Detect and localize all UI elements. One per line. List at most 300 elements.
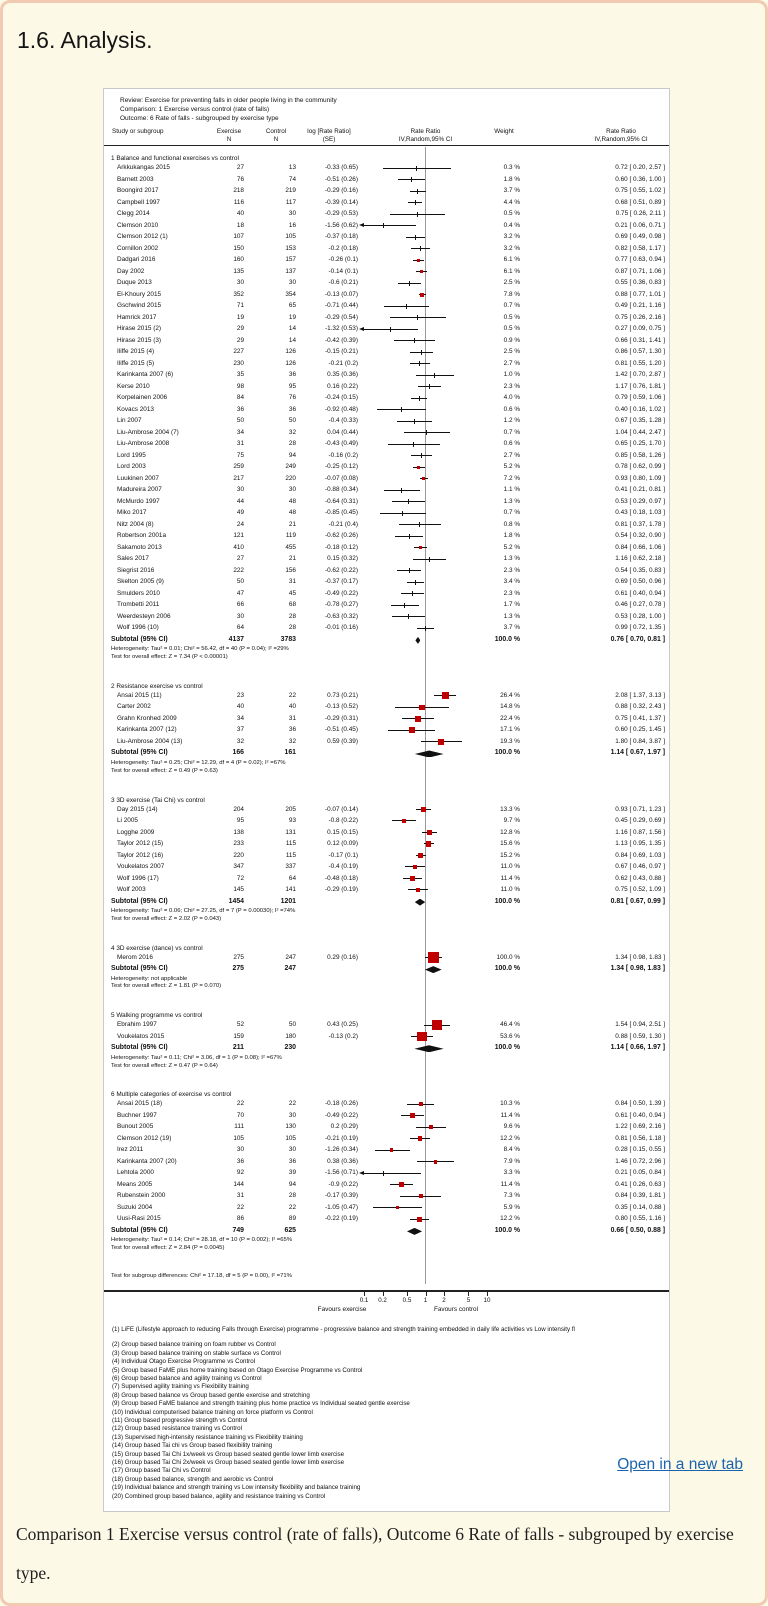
study-row	[104, 220, 669, 232]
point-estimate-marker	[422, 477, 426, 481]
study-row	[104, 838, 669, 850]
study-name: Karinkanta 2007 (20)	[117, 1157, 177, 1165]
study-name: Campbell 1997	[117, 198, 160, 206]
subtotal-diamond	[425, 966, 442, 973]
rate-ratio-ci-text: 0.62 [ 0.43, 0.88 ]	[615, 874, 665, 882]
study-row	[104, 197, 669, 209]
point-estimate-marker	[417, 259, 420, 262]
weight-value: 26.4 %	[500, 691, 520, 699]
study-name: Kovacs 2013	[117, 405, 154, 413]
point-estimate-marker	[408, 614, 409, 619]
study-row	[104, 1190, 669, 1202]
control-n: 30	[288, 279, 296, 287]
exercise-n: 275	[233, 953, 244, 961]
point-estimate-marker	[383, 223, 384, 228]
exercise-n: 70	[236, 1111, 244, 1119]
axis-tick	[383, 1292, 384, 1296]
axis-tick-label: 2	[442, 1296, 446, 1304]
rate-ratio-ci-text: 0.81 [ 0.37, 1.78 ]	[615, 520, 665, 528]
study-name: Barnett 2003	[117, 175, 154, 183]
weight-value: 7.2 %	[503, 474, 520, 482]
control-n: 3783	[280, 635, 296, 643]
section-gap	[104, 1253, 669, 1266]
rate-ratio-ci-text: 0.40 [ 0.16, 1.02 ]	[615, 405, 665, 413]
study-name: Wolf 1996 (17)	[117, 874, 159, 882]
log-rate-ratio-se: -0.37 (0.17)	[324, 578, 358, 586]
rate-ratio-ci-text: 1.14 [ 0.66, 1.97 ]	[610, 1044, 665, 1052]
control-n: 28	[288, 612, 296, 620]
control-n: 32	[288, 428, 296, 436]
control-n: 36	[288, 371, 296, 379]
rate-ratio-ci-text: 0.88 [ 0.77, 1.01 ]	[615, 290, 665, 298]
weight-value: 5.2 %	[503, 543, 520, 551]
favours-left-label: Favours exercise	[317, 1305, 367, 1313]
study-row	[104, 576, 669, 588]
point-estimate-marker	[432, 1020, 441, 1029]
weight-value: 19.3 %	[500, 737, 520, 745]
exercise-n: 144	[233, 1180, 244, 1188]
study-name: Grahn Kronhed 2009	[117, 714, 177, 722]
exercise-n: 347	[233, 863, 244, 871]
study-row	[104, 243, 669, 255]
weight-value: 12.2 %	[500, 1134, 520, 1142]
subgroup-title: 5 Walking programme vs control	[111, 1012, 203, 1020]
study-row	[104, 300, 669, 312]
study-row	[104, 266, 669, 278]
rate-ratio-ci-text: 0.80 [ 0.55, 1.16 ]	[615, 1215, 665, 1223]
log-rate-ratio-se: -0.4 (0.33)	[328, 417, 358, 425]
study-row	[104, 622, 669, 634]
exercise-n: 18	[236, 221, 244, 229]
rate-ratio-ci-text: 0.77 [ 0.63, 0.94 ]	[615, 256, 665, 264]
exercise-n: 66	[236, 601, 244, 609]
study-name: Karinkanta 2007 (6)	[117, 371, 174, 379]
rate-ratio-ci-text: 0.54 [ 0.35, 0.83 ]	[615, 566, 665, 574]
overall-effect-text: Test for overall effect: Z = 1.81 (P = 0.070)	[111, 983, 222, 990]
comparison-line: Comparison: 1 Exercise versus control (rate of falls)	[120, 105, 270, 113]
subgroup-header-row	[104, 675, 669, 690]
log-rate-ratio-se: -0.49 (0.22)	[324, 589, 358, 597]
rate-ratio-ci-text: 0.75 [ 0.41, 1.37 ]	[615, 714, 665, 722]
study-name: Means 2005	[117, 1180, 153, 1188]
weight-value: 3.7 %	[503, 187, 520, 195]
control-n: 93	[288, 817, 296, 825]
heterogeneity-text: Heterogeneity: Tau² = 0.06; Chi² = 27.25, df = 7 (P = 0.00030); I² =74%	[111, 908, 296, 915]
control-n: 21	[288, 520, 296, 528]
footnote-line: (13) Supervised high-intensity resistance training vs Flexibility training	[112, 1433, 303, 1441]
weight-value: 0.7 %	[503, 428, 520, 436]
study-name: Korpelainen 2006	[117, 394, 168, 402]
control-n: 76	[288, 394, 296, 402]
study-name: Clemson 2010	[117, 221, 159, 229]
point-estimate-marker	[428, 952, 439, 963]
rate-ratio-ci-text: 1.14 [ 0.67, 1.97 ]	[610, 749, 665, 757]
study-row	[104, 1121, 669, 1133]
control-n: 157	[285, 256, 296, 264]
log-rate-ratio-se: -0.13 (0.52)	[324, 703, 358, 711]
footnote-line: (18) Group based balance, strength and aerobic vs Control	[112, 1475, 274, 1483]
subgroup-header-row	[104, 789, 669, 804]
log-rate-ratio-se: -0.15 (0.21)	[324, 348, 358, 356]
weight-value: 2.7 %	[503, 451, 520, 459]
study-row	[104, 484, 669, 496]
control-n: 115	[285, 840, 296, 848]
rate-ratio-ci-text: 1.34 [ 0.98, 1.83 ]	[615, 953, 665, 961]
point-estimate-marker	[417, 212, 418, 217]
weight-value: 6.1 %	[503, 267, 520, 275]
footnote-line: (6) Group based balance and agility training vs Control	[112, 1374, 262, 1382]
col-rr-header: Rate Ratio IV,Random,95% CI	[594, 128, 648, 143]
weight-value: 11.4 %	[500, 1180, 520, 1188]
ci-truncation-arrow-icon	[359, 327, 364, 331]
exercise-n: 44	[236, 497, 244, 505]
study-row	[104, 1133, 669, 1145]
study-name: Irez 2011	[117, 1146, 144, 1154]
study-row	[104, 519, 669, 531]
rate-ratio-ci-text: 1.04 [ 0.44, 2.47 ]	[615, 428, 665, 436]
study-row	[104, 553, 669, 565]
study-row	[104, 174, 669, 186]
rate-ratio-ci-text: 1.22 [ 0.69, 2.16 ]	[615, 1123, 665, 1131]
axis-tick-label: 0.1	[359, 1296, 369, 1304]
weight-value: 0.3 %	[503, 164, 520, 172]
exercise-n: 34	[236, 714, 244, 722]
weight-value: 9.6 %	[503, 1123, 520, 1131]
axis-tick	[407, 1292, 408, 1296]
weight-value: 2.3 %	[503, 589, 520, 597]
log-rate-ratio-se: -1.56 (0.71)	[324, 1169, 358, 1177]
col-exercise-header: Exercise N	[216, 128, 242, 143]
study-row	[104, 1031, 669, 1043]
exercise-n: 150	[233, 244, 244, 252]
log-rate-ratio-se: 0.04 (0.44)	[327, 428, 358, 436]
rate-ratio-ci-text: 0.21 [ 0.05, 0.84 ]	[615, 1169, 665, 1177]
rate-ratio-ci-text: 0.87 [ 0.71, 1.06 ]	[615, 267, 665, 275]
log-rate-ratio-se: -0.21 (0.19)	[324, 1134, 358, 1142]
study-name: Dadgari 2016	[117, 256, 156, 264]
control-n: 247	[284, 965, 296, 973]
outcome-line: Outcome: 6 Rate of falls - subgrouped by exercise type	[120, 114, 279, 122]
log-rate-ratio-se: -0.85 (0.45)	[324, 509, 358, 517]
point-estimate-marker	[418, 853, 423, 858]
overall-effect-text: Test for overall effect: Z = 2.02 (P = 0.043)	[111, 915, 222, 922]
rate-ratio-ci-text: 0.27 [ 0.09, 0.75 ]	[615, 325, 665, 333]
point-estimate-marker	[409, 281, 410, 286]
log-rate-ratio-se: 0.35 (0.36)	[327, 371, 358, 379]
weight-value: 46.4 %	[500, 1021, 520, 1029]
study-name: Karinkanta 2007 (12)	[117, 726, 177, 734]
exercise-n: 352	[233, 290, 244, 298]
rate-ratio-ci-text: 0.41 [ 0.21, 0.81 ]	[615, 486, 665, 494]
section-gap	[104, 924, 669, 937]
exercise-n: 1454	[228, 897, 244, 905]
point-estimate-marker	[442, 692, 449, 699]
control-n: 21	[288, 555, 296, 563]
exercise-n: 31	[236, 1192, 244, 1200]
log-rate-ratio-se: -0.43 (0.49)	[324, 440, 358, 448]
weight-value: 5.9 %	[503, 1203, 520, 1211]
rate-ratio-ci-text: 0.81 [ 0.56, 1.18 ]	[615, 1134, 665, 1142]
axis-tick	[487, 1292, 488, 1296]
rate-ratio-ci-text: 0.75 [ 0.55, 1.02 ]	[615, 187, 665, 195]
heterogeneity-row	[104, 976, 669, 984]
subgroup-header-row	[104, 937, 669, 952]
subtotal-label: Subtotal (95% CI)	[111, 965, 168, 973]
subgroup-title: 3 3D exercise (Tai Chi) vs control	[111, 796, 205, 804]
study-name: Duque 2013	[117, 279, 152, 287]
col-study-header: Study or subgroup	[112, 128, 164, 136]
log-rate-ratio-se: -0.51 (0.45)	[324, 726, 358, 734]
control-n: 180	[285, 1032, 296, 1040]
study-row	[104, 804, 669, 816]
log-rate-ratio-se: -0.16 (0.2)	[328, 451, 358, 459]
exercise-n: 30	[236, 486, 244, 494]
point-estimate-marker	[401, 407, 402, 412]
control-n: 249	[285, 463, 296, 471]
study-name: Day 2002	[117, 267, 145, 275]
rate-ratio-ci-text: 1.17 [ 0.76, 1.81 ]	[615, 382, 665, 390]
weight-value: 1.1 %	[503, 486, 520, 494]
weight-value: 0.5 %	[503, 325, 520, 333]
subgroup-title: 2 Resistance exercise vs control	[111, 682, 203, 690]
heterogeneity-row	[104, 1237, 669, 1245]
study-row	[104, 381, 669, 393]
weight-value: 17.1 %	[500, 726, 520, 734]
study-name: Ansai 2015 (18)	[117, 1100, 163, 1108]
log-rate-ratio-se: -0.37 (0.18)	[324, 233, 358, 241]
control-n: 28	[288, 1192, 296, 1200]
rate-ratio-ci-text: 0.75 [ 0.26, 2.16 ]	[615, 313, 665, 321]
subtotal-diamond	[407, 1228, 422, 1235]
control-n: 22	[288, 1100, 296, 1108]
overall-effect-row	[104, 916, 669, 924]
study-name: Kerse 2010	[117, 382, 150, 390]
control-n: 131	[285, 828, 296, 836]
rate-ratio-ci-text: 0.67 [ 0.35, 1.28 ]	[615, 417, 665, 425]
weight-value: 1.8 %	[503, 175, 520, 183]
log-rate-ratio-se: -0.26 (0.1)	[328, 256, 358, 264]
study-row	[104, 690, 669, 702]
point-estimate-marker	[417, 1217, 422, 1222]
exercise-n: 75	[236, 451, 244, 459]
study-name: Wolf 1996 (10)	[117, 624, 159, 632]
log-rate-ratio-se: -0.48 (0.18)	[324, 874, 358, 882]
rate-ratio-ci-text: 0.81 [ 0.55, 1.20 ]	[615, 359, 665, 367]
control-n: 156	[285, 566, 296, 574]
study-name: Clegg 2014	[117, 210, 150, 218]
point-estimate-marker	[417, 1032, 427, 1042]
study-row	[104, 277, 669, 289]
point-estimate-marker	[408, 499, 409, 504]
point-estimate-marker	[420, 270, 423, 273]
control-n: 68	[288, 601, 296, 609]
exercise-n: 24	[236, 520, 244, 528]
exercise-n: 31	[236, 440, 244, 448]
study-row	[104, 254, 669, 266]
weight-value: 15.6 %	[500, 840, 520, 848]
study-row	[104, 231, 669, 243]
control-n: 32	[288, 737, 296, 745]
study-name: Arkkukangas 2015	[117, 164, 170, 172]
log-rate-ratio-se: -0.13 (0.2)	[328, 1032, 358, 1040]
study-name: Clemson 2012 (19)	[117, 1134, 172, 1142]
weight-value: 15.2 %	[500, 851, 520, 859]
log-rate-ratio-se: 0.2 (0.29)	[330, 1123, 358, 1131]
log-rate-ratio-se: -0.92 (0.48)	[324, 405, 358, 413]
study-row	[104, 1144, 669, 1156]
point-estimate-marker	[419, 361, 420, 366]
weight-value: 0.8 %	[503, 520, 520, 528]
study-name: Hirase 2015 (2)	[117, 325, 162, 333]
point-estimate-marker	[427, 830, 432, 835]
exercise-n: 36	[236, 1157, 244, 1165]
control-n: 105	[285, 1134, 296, 1142]
log-rate-ratio-se: -0.9 (0.22)	[328, 1180, 358, 1188]
study-name: Siegrist 2016	[117, 566, 155, 574]
rate-ratio-ci-text: 0.79 [ 0.59, 1.06 ]	[615, 394, 665, 402]
exercise-n: 72	[236, 874, 244, 882]
footnote-line: (19) Individual balance and strength training vs Low intensity flexibility and balance training	[112, 1484, 361, 1492]
study-name: Hirase 2015 (3)	[117, 336, 162, 344]
point-estimate-marker	[419, 705, 424, 710]
exercise-n: 160	[233, 256, 244, 264]
log-rate-ratio-se: -0.62 (0.22)	[324, 566, 358, 574]
control-n: 30	[288, 1111, 296, 1119]
study-name: El-Khoury 2015	[117, 290, 162, 298]
point-estimate-marker	[416, 166, 417, 171]
rate-ratio-ci-text: 0.93 [ 0.80, 1.09 ]	[615, 474, 665, 482]
control-n: 36	[288, 726, 296, 734]
weight-value: 0.6 %	[503, 405, 520, 413]
exercise-n: 98	[236, 382, 244, 390]
exercise-n: 50	[236, 578, 244, 586]
exercise-n: 211	[232, 1044, 244, 1052]
log-rate-ratio-se: 0.73 (0.21)	[327, 691, 358, 699]
rate-ratio-ci-text: 0.41 [ 0.26, 0.63 ]	[615, 1180, 665, 1188]
study-name: Skelton 2005 (9)	[117, 578, 164, 586]
log-rate-ratio-se: -0.07 (0.14)	[324, 805, 358, 813]
control-n: 230	[284, 1044, 296, 1052]
study-row	[104, 496, 669, 508]
header-rule	[104, 145, 669, 146]
section-gap	[104, 991, 669, 1004]
log-rate-ratio-se: -0.17 (0.1)	[328, 851, 358, 859]
study-row	[104, 162, 669, 174]
log-rate-ratio-se: -0.2 (0.18)	[328, 244, 358, 252]
point-estimate-marker	[390, 327, 391, 332]
exercise-n: 217	[233, 474, 244, 482]
control-n: 126	[285, 348, 296, 356]
exercise-n: 40	[236, 703, 244, 711]
subtotal-diamond	[415, 637, 420, 644]
weight-value: 1.3 %	[503, 555, 520, 563]
rate-ratio-ci-text: 1.80 [ 0.84, 3.87 ]	[615, 737, 665, 745]
exercise-n: 30	[236, 279, 244, 287]
study-row	[104, 473, 669, 485]
study-row	[104, 392, 669, 404]
control-n: 117	[285, 198, 296, 206]
weight-value: 22.4 %	[500, 714, 520, 722]
footnote-line: (14) Group based Tai chi vs Group based flexibility training	[112, 1442, 273, 1450]
point-estimate-marker	[415, 200, 416, 205]
exercise-n: 27	[236, 164, 244, 172]
control-n: 105	[285, 233, 296, 241]
rate-ratio-ci-text: 0.66 [ 0.50, 0.88 ]	[610, 1226, 665, 1234]
exercise-n: 40	[236, 210, 244, 218]
weight-value: 3.7 %	[503, 624, 520, 632]
point-estimate-marker	[420, 293, 424, 297]
weight-value: 100.0 %	[494, 1044, 520, 1052]
axis-tick-label: 5	[466, 1296, 471, 1304]
rate-ratio-ci-text: 0.82 [ 0.58, 1.17 ]	[615, 244, 665, 252]
study-row	[104, 427, 669, 439]
point-estimate-marker	[421, 350, 422, 355]
subtotal-diamond	[414, 1045, 443, 1052]
footnote-line: (4) Individual Otago Exercise Programme vs Control	[112, 1358, 256, 1366]
point-estimate-marker	[429, 557, 430, 562]
rate-ratio-ci-text: 0.84 [ 0.50, 1.39 ]	[615, 1100, 665, 1108]
study-name: Voukelatos 2015	[117, 1032, 165, 1040]
log-rate-ratio-se: -0.25 (0.12)	[324, 463, 358, 471]
log-rate-ratio-se: -0.64 (0.31)	[324, 497, 358, 505]
rate-ratio-ci-text: 0.35 [ 0.14, 0.88 ]	[615, 1203, 665, 1211]
axis-tick-label: 0.5	[402, 1296, 412, 1304]
control-n: 94	[288, 1180, 296, 1188]
point-estimate-marker	[411, 177, 412, 182]
weight-value: 0.4 %	[503, 221, 520, 229]
point-estimate-marker	[396, 1206, 399, 1209]
study-name: Ebrahim 1997	[117, 1021, 157, 1029]
study-row	[104, 1110, 669, 1122]
control-n: 220	[285, 474, 296, 482]
exercise-n: 138	[233, 828, 244, 836]
subtotal-row	[104, 634, 669, 647]
exercise-n: 233	[233, 840, 244, 848]
weight-value: 0.5 %	[503, 210, 520, 218]
weight-value: 11.4 %	[500, 874, 520, 882]
study-row	[104, 346, 669, 358]
footnote-line: (17) Group based Tai Chi vs Control	[112, 1467, 211, 1475]
control-n: 455	[285, 543, 296, 551]
point-estimate-marker	[434, 373, 435, 378]
exercise-n: 52	[236, 1021, 244, 1029]
point-estimate-marker	[434, 1160, 438, 1164]
point-estimate-marker	[419, 522, 420, 527]
study-name: Iliffe 2015 (4)	[117, 348, 155, 356]
study-name: Clemson 2012 (1)	[117, 233, 168, 241]
point-estimate-marker	[415, 716, 421, 722]
forest-plot-panel	[103, 88, 670, 1512]
log-rate-ratio-se: -0.8 (0.22)	[328, 817, 358, 825]
point-estimate-marker	[418, 1136, 423, 1141]
study-row	[104, 208, 669, 220]
subgroup-title: 6 Multiple categories of exercise vs control	[111, 1091, 232, 1099]
study-row	[104, 873, 669, 885]
study-name: Liu-Ambrose 2004 (13)	[117, 737, 183, 745]
weight-value: 3.2 %	[503, 233, 520, 241]
open-new-tab-link[interactable]: Open in a new tab	[617, 1456, 743, 1473]
axis-tick-label: 1	[423, 1296, 428, 1304]
point-estimate-marker	[417, 315, 418, 320]
weight-value: 100.0 %	[494, 749, 520, 757]
study-name: Buchner 1997	[117, 1111, 157, 1119]
rate-ratio-ci-text: 1.46 [ 0.72, 2.96 ]	[615, 1157, 665, 1165]
study-row	[104, 1019, 669, 1031]
control-n: 36	[288, 1157, 296, 1165]
subgroup-title: 4 3D exercise (dance) vs control	[111, 944, 203, 952]
control-n: 153	[285, 244, 296, 252]
study-name: Merom 2016	[117, 953, 153, 961]
